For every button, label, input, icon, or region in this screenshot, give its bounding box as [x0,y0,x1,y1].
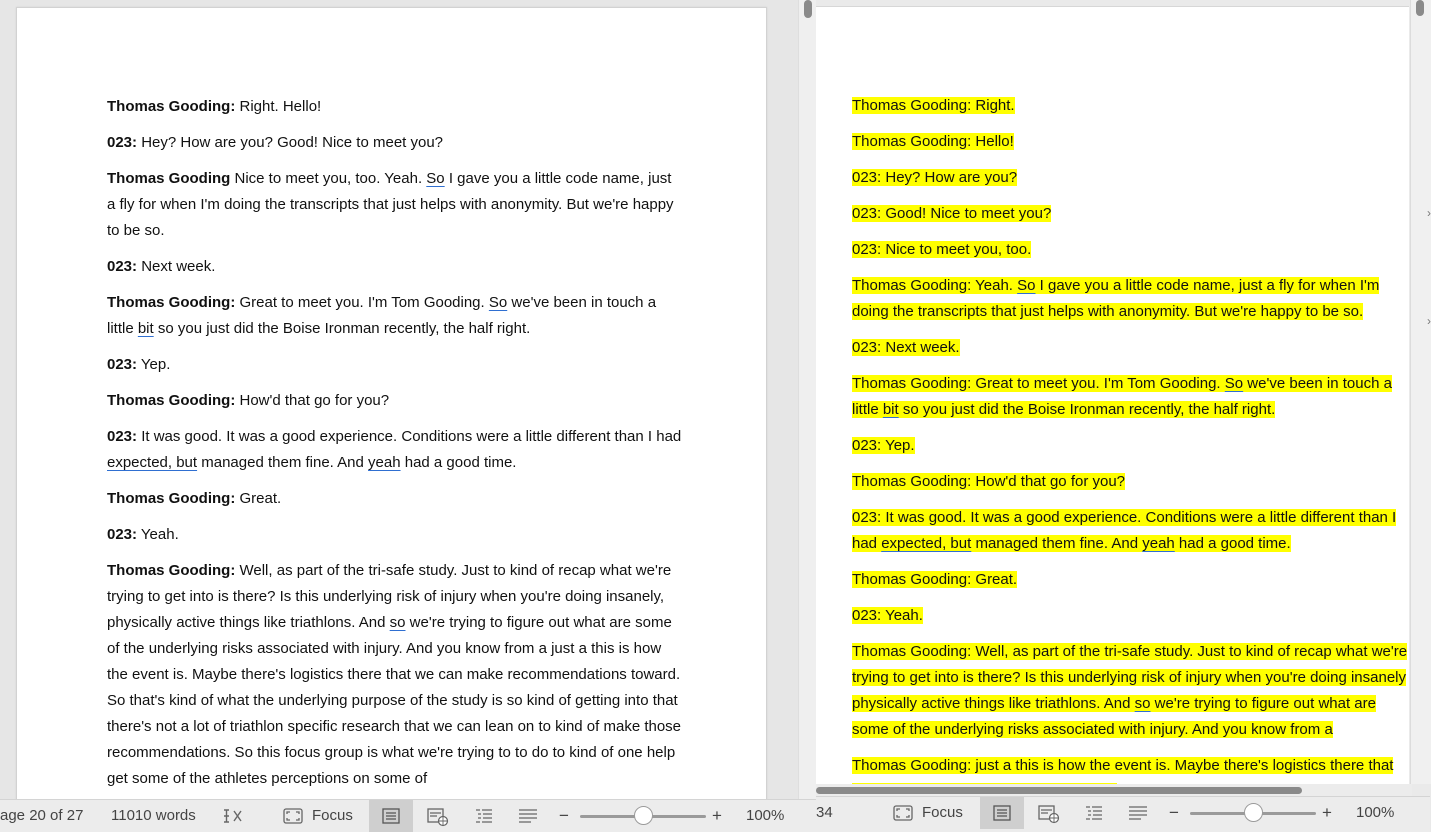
word-count[interactable]: 11010 words [111,807,196,824]
paragraph: Thomas Gooding: Great to meet you. I'm Tom Gooding. So we've been in touch a little bit so you just did the Boise Ironman recently, the half right. [107,294,657,337]
paragraph: 023: It was good. It was a good experience. Conditions were a little different than I had expected, but managed them fine. And yeah had a good time. [107,428,682,471]
paragraph: 023: Yeah. [852,607,923,624]
speaker-label: Thomas Gooding: [107,490,236,507]
paragraph: Thomas Gooding: How'd that go for you? [107,392,390,409]
paragraph: Thomas Gooding: Right. [852,97,1015,114]
print-layout-button[interactable] [980,797,1024,829]
paragraph: 023: Next week. [852,339,960,356]
zoom-in-button[interactable]: + [1322,803,1332,822]
speaker-label: 023: [107,134,138,151]
left-document-text [107,94,682,802]
flagged-word[interactable]: expected, but [107,454,198,471]
paragraph: 023: Yeah. [107,526,179,543]
paragraph: 023: Next week. [107,258,216,275]
speaker-label: 023: [107,356,138,373]
flagged-word[interactable]: yeah [368,454,401,471]
right-scroll-thumb[interactable] [1416,0,1424,16]
zoom-out-button[interactable]: − [559,806,569,825]
page-count[interactable]: age 20 of 27 [0,807,84,824]
outline-icon[interactable] [1084,805,1102,821]
paragraph: Thomas Gooding: Well, as part of the tri-safe study. Just to kind of recap what we're trying to get into is there? Is this underlying risk of injury when you're doing insanely, physically active things like triathlons. And so we're trying to figure out what are some of the underlying risks associated with injury. And you know from a just a this is how the event is. Maybe there's logistics there that we can make recommendations toward. So that's kind of what the underlying purpose of the study is so kind of getting into that there's not a lot of triathlon specific research that we can lean on to kind of make those recommendations. So this focus group is what we're trying to to do to kind of one help get some of the athletes perceptions on some of [107,562,682,787]
proofing-icon[interactable] [223,808,241,824]
flagged-word[interactable]: expected, but [881,535,972,552]
outline-icon[interactable] [474,808,492,824]
zoom-in-button[interactable]: + [712,806,722,825]
flagged-word[interactable]: yeah [1142,535,1175,552]
right-horizontal-scrollbar[interactable] [816,784,1412,796]
zoom-slider-knob[interactable] [1244,803,1263,822]
left-scroll-thumb[interactable] [804,0,812,18]
flagged-word[interactable]: so [389,614,406,631]
zoom-slider-knob[interactable] [634,806,653,825]
paragraph: Thomas Gooding: just a this is how the event is. Maybe there's logistics there that [852,753,1412,805]
paragraph: Thomas Gooding: Yeah. So I gave you a little code name, just a fly for when I'm doing the transcripts that just helps with anonymity. But we're happy to be so. [852,277,1380,320]
speaker-label: Thomas Gooding [107,170,231,187]
print-layout-icon [382,808,400,824]
paragraph: Thomas Gooding: How'd that go for you? [852,473,1126,490]
zoom-level[interactable]: 100% [1356,804,1395,821]
flagged-word[interactable]: So [488,294,508,311]
paragraph: Thomas Gooding Nice to meet you, too. Yeah. So I gave you a little code name, just a fly for when I'm doing the transcripts that just helps with anonymity. But we're happy to be so. [107,170,674,239]
focus-icon[interactable] [893,805,911,821]
right-horizontal-scroll-thumb[interactable] [816,787,1302,794]
speaker-label: Thomas Gooding: [107,98,236,115]
speaker-label: Thomas Gooding: [107,562,236,579]
focus-icon[interactable] [283,808,301,824]
flagged-word[interactable]: So [426,170,445,187]
edge-arrow-icon: › [1427,206,1431,220]
zoom-level[interactable]: 100% [746,807,785,824]
paragraph: Thomas Gooding: Great. [852,571,1018,588]
left-vertical-scrollbar[interactable] [798,0,817,799]
flagged-word[interactable]: So [1224,375,1244,392]
print-layout-icon [993,805,1011,821]
right-vertical-scrollbar[interactable] [1410,0,1431,784]
flagged-word[interactable]: bit [882,401,899,418]
web-layout-icon[interactable] [427,808,445,824]
page-count[interactable]: 34 [816,804,833,821]
paragraph: 023: Good! Nice to meet you? [852,205,1052,222]
right-document-page[interactable] [816,6,1409,785]
focus-button[interactable]: Focus [312,807,353,824]
flagged-word[interactable]: So [1017,277,1036,294]
flagged-word[interactable]: so [1134,695,1151,712]
zoom-out-button[interactable]: − [1169,803,1179,822]
speaker-label: 023: [107,526,138,543]
paragraph: 023: Yep. [107,356,171,373]
right-document-window [816,0,1430,831]
focus-button[interactable]: Focus [922,804,963,821]
paragraph: Thomas Gooding: Hello! [852,133,1014,150]
speaker-label: Thomas Gooding: [107,294,236,311]
web-layout-icon[interactable] [1038,805,1056,821]
speaker-label: 023: [107,258,138,275]
print-layout-button[interactable] [369,800,413,832]
paragraph: 023: Nice to meet you, too. [852,241,1032,258]
paragraph: Thomas Gooding: Well, as part of the tri-safe study. Just to kind of recap what we're trying to get into is there? Is this underlying risk of injury when you're doing insanely physically active things like triathlons. And so we're trying to figure out what are some of the underlying risks associated with injury. And you know from a [852,643,1408,738]
draft-icon[interactable] [518,808,536,824]
flagged-word[interactable]: bit [137,320,154,337]
draft-icon[interactable] [1128,805,1146,821]
speaker-label: 023: [107,428,138,445]
paragraph: 023: Yep. [852,437,915,454]
edge-arrow-icon: › [1427,314,1431,328]
paragraph: Thomas Gooding: Great to meet you. I'm Tom Gooding. So we've been in touch a little bit so you just did the Boise Ironman recently, the half right. [852,375,1392,418]
speaker-label: Thomas Gooding: [107,392,236,409]
left-document-page[interactable] [16,7,767,809]
paragraph: Thomas Gooding: Right. Hello! [107,98,322,115]
right-status-bar [816,796,1430,832]
paragraph: 023: Hey? How are you? [852,169,1018,186]
left-status-bar [0,799,816,832]
paragraph: 023: Hey? How are you? Good! Nice to meet you? [107,134,444,151]
paragraph: Thomas Gooding: Great. [107,490,282,507]
paragraph: 023: It was good. It was a good experience. Conditions were a little different than I had expected, but managed them fine. And yeah had a good time. [852,509,1397,552]
right-document-text [852,93,1412,815]
